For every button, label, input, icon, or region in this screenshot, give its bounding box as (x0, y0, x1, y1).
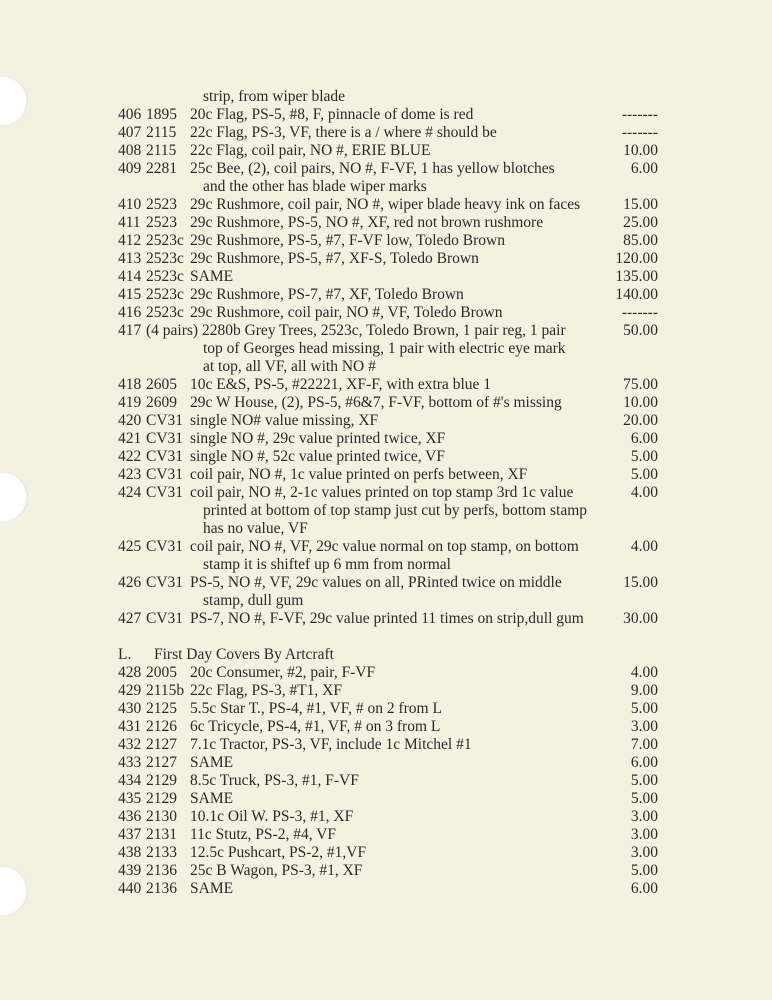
lot-number: 417 (118, 322, 142, 339)
lot-price: 20.00 (623, 412, 658, 429)
lot-description: 25c Bee, (2), coil pairs, NO #, F-VF, 1 has yellow blotches (190, 160, 555, 177)
lot-number: 426 (118, 574, 142, 591)
lot-description-continuation: stamp, dull gum (203, 592, 304, 609)
catalog-number: 2129 (146, 772, 177, 789)
lot-number: 406 (118, 106, 142, 123)
lot-description: single NO #, 52c value printed twice, VF (190, 448, 445, 465)
lot-price: 50.00 (623, 322, 658, 339)
catalog-number: 2609 (146, 394, 177, 411)
lot-number: 438 (118, 844, 142, 861)
lot-description: SAME (190, 790, 234, 807)
lot-description-continuation: stamp it is shiftef up 6 mm from normal (203, 556, 451, 573)
catalog-number: 2523 (146, 196, 177, 213)
lot-description: 22c Flag, PS-3, #T1, XF (190, 682, 342, 699)
lot-description: 22c Flag, PS-3, VF, there is a / where # should be (190, 124, 497, 141)
lot-number: 435 (118, 790, 142, 807)
lot-number: 431 (118, 718, 142, 735)
lot-number: 436 (118, 808, 142, 825)
catalog-number: 2523c (146, 232, 184, 249)
lot-price: ------- (621, 124, 658, 141)
lot-description: 29c W House, (2), PS-5, #6&7, F-VF, bottom of #'s missing (190, 394, 562, 411)
lot-description: 5.5c Star T., PS-4, #1, VF, # on 2 from L (190, 700, 442, 717)
catalog-number: CV31 (146, 484, 184, 501)
lot-price: 5.00 (630, 466, 658, 483)
lot-number: 430 (118, 700, 142, 717)
lot-price: 3.00 (630, 844, 658, 861)
section-letter: L. (118, 646, 132, 663)
lot-number: 428 (118, 664, 142, 681)
lot-number: 411 (118, 214, 141, 231)
continuation-line: strip, from wiper blade (203, 88, 346, 105)
lot-price: 75.00 (623, 376, 658, 393)
catalog-number: 2127 (146, 736, 177, 753)
lot-price: 4.00 (630, 484, 658, 501)
catalog-number: CV31 (146, 430, 184, 447)
lot-description: SAME (190, 754, 234, 771)
lot-price: ------- (621, 304, 658, 321)
lot-price: 85.00 (623, 232, 658, 249)
lot-number: 434 (118, 772, 142, 789)
catalog-number: 2131 (146, 826, 177, 843)
punch-hole-top (0, 76, 28, 126)
section-title: First Day Covers By Artcraft (154, 646, 334, 663)
punch-hole-bottom (0, 866, 28, 916)
lot-number: 427 (118, 610, 142, 627)
lot-number: 433 (118, 754, 142, 771)
lot-description: coil pair, NO #, 1c value printed on perfs between, XF (190, 466, 528, 483)
lot-price: 15.00 (623, 574, 658, 591)
catalog-number: 2605 (146, 376, 177, 393)
catalog-number: 2125 (146, 700, 177, 717)
lot-description: single NO #, 29c value printed twice, XF (190, 430, 446, 447)
catalog-number: 2523 (146, 214, 177, 231)
lot-description-continuation: printed at bottom of top stamp just cut by perfs, bottom stamp (203, 502, 588, 519)
lot-number: 422 (118, 448, 142, 465)
lot-number: 416 (118, 304, 142, 321)
catalog-number: 2130 (146, 808, 177, 825)
catalog-number: 2115 (146, 142, 177, 159)
catalog-number: 2136 (146, 880, 177, 897)
lot-description-continuation: top of Georges head missing, 1 pair with electric eye mark (203, 340, 566, 357)
lot-description: 29c Rushmore, PS-5, #7, F-VF low, Toledo Brown (190, 232, 505, 249)
lot-price: ------- (621, 106, 658, 123)
catalog-number: 2136 (146, 862, 177, 879)
lot-number: 421 (118, 430, 142, 447)
punch-hole-middle (0, 472, 28, 522)
lot-number: 419 (118, 394, 142, 411)
lot-price: 25.00 (623, 214, 658, 231)
lot-description: 7.1c Tractor, PS-3, VF, include 1c Mitchel #1 (190, 736, 472, 753)
lot-description: 11c Stutz, PS-2, #4, VF (190, 826, 336, 843)
lot-number: 410 (118, 196, 142, 213)
lot-description: 22c Flag, coil pair, NO #, ERIE BLUE (190, 142, 431, 159)
catalog-number: CV31 (146, 448, 184, 465)
catalog-number: CV31 (146, 610, 184, 627)
lot-number: 429 (118, 682, 142, 699)
lot-description-continuation: and the other has blade wiper marks (203, 178, 427, 195)
catalog-number: 2523c (146, 304, 184, 321)
lot-price: 4.00 (630, 664, 658, 681)
lot-description: 29c Rushmore, PS-5, NO #, XF, red not brown rushmore (190, 214, 544, 231)
lot-description: SAME (190, 880, 234, 897)
catalog-number: 2127 (146, 754, 177, 771)
lot-price: 6.00 (630, 754, 658, 771)
catalog-number: CV31 (146, 466, 184, 483)
lot-price: 6.00 (630, 880, 658, 897)
lot-price: 4.00 (630, 538, 658, 555)
lot-price: 6.00 (630, 430, 658, 447)
lot-price: 7.00 (630, 736, 658, 753)
lot-description: 29c Rushmore, coil pair, NO #, wiper blade heavy ink on faces (190, 196, 581, 213)
lot-number: 437 (118, 826, 142, 843)
lot-price: 15.00 (623, 196, 658, 213)
lot-description-continuation: at top, all VF, all with NO # (203, 358, 376, 375)
lot-description: 8.5c Truck, PS-3, #1, F-VF (190, 772, 359, 789)
lot-price: 5.00 (630, 790, 658, 807)
catalog-number: CV31 (146, 574, 184, 591)
lot-number: 440 (118, 880, 142, 897)
catalog-number: 2115 (146, 124, 177, 141)
lot-description: coil pair, NO #, 2-1c values printed on top stamp 3rd 1c value (190, 484, 574, 501)
lot-price: 5.00 (630, 772, 658, 789)
lot-number: 423 (118, 466, 142, 483)
catalog-number: 2126 (146, 718, 177, 735)
lot-price: 120.00 (615, 250, 658, 267)
lot-description: 10c E&S, PS-5, #22221, XF-F, with extra blue 1 (190, 376, 492, 393)
lot-description: 29c Rushmore, coil pair, NO #, VF, Toledo Brown (190, 304, 503, 321)
catalog-number: 2523c (146, 250, 184, 267)
lot-price: 10.00 (623, 394, 658, 411)
lot-description: PS-5, NO #, VF, 29c values on all, PRinted twice on middle (190, 574, 562, 591)
lot-description: 6c Tricycle, PS-4, #1, VF, # on 3 from L (190, 718, 441, 735)
lot-description: 29c Rushmore, PS-7, #7, XF, Toledo Brown (190, 286, 464, 303)
lot-number: 413 (118, 250, 142, 267)
lot-number: 425 (118, 538, 142, 555)
catalog-number: CV31 (146, 538, 184, 555)
catalog-number: 1895 (146, 106, 177, 123)
lot-price: 5.00 (630, 448, 658, 465)
lot-price: 3.00 (630, 826, 658, 843)
lot-number: 414 (118, 268, 142, 285)
lot-price: 135.00 (615, 268, 658, 285)
lot-description: coil pair, NO #, VF, 29c value normal on top stamp, on bottom (190, 538, 579, 555)
lot-description: single NO# value missing, XF (190, 412, 379, 429)
lot-number: 409 (118, 160, 142, 177)
lot-price: 6.00 (630, 160, 658, 177)
lot-price: 3.00 (630, 718, 658, 735)
lot-price: 3.00 (630, 808, 658, 825)
lot-description-continuation: has no value, VF (203, 520, 308, 537)
lot-description: PS-7, NO #, F-VF, 29c value printed 11 times on strip,dull gum (190, 610, 584, 627)
lot-description: 20c Flag, PS-5, #8, F, pinnacle of dome is red (190, 106, 474, 123)
lot-description: 25c B Wagon, PS-3, #1, XF (190, 862, 363, 879)
lot-number: 415 (118, 286, 142, 303)
lot-price: 5.00 (630, 862, 658, 879)
lot-price: 9.00 (630, 682, 658, 699)
catalog-number: 2523c (146, 268, 184, 285)
lot-number: 408 (118, 142, 142, 159)
lot-number: 424 (118, 484, 142, 501)
lot-description: 20c Consumer, #2, pair, F-VF (190, 664, 376, 681)
catalog-number: 2523c (146, 286, 184, 303)
lot-description: SAME (190, 268, 234, 285)
lot-number: 432 (118, 736, 142, 753)
lot-price: 30.00 (623, 610, 658, 627)
lot-price: 10.00 (623, 142, 658, 159)
catalog-number: 2129 (146, 790, 177, 807)
catalog-number: CV31 (146, 412, 184, 429)
catalog-number: 2005 (146, 664, 177, 681)
catalog-number: 2281 (146, 160, 177, 177)
catalog-number: 2133 (146, 844, 177, 861)
catalog-number: 2115b (146, 682, 185, 699)
lot-description: 29c Rushmore, PS-5, #7, XF-S, Toledo Brown (190, 250, 479, 267)
lot-number: 407 (118, 124, 142, 141)
lot-description: 10.1c Oil W. PS-3, #1, XF (190, 808, 354, 825)
lot-description: 12.5c Pushcart, PS-2, #1,VF (190, 844, 367, 861)
lot-number: 439 (118, 862, 142, 879)
lot-number: 412 (118, 232, 142, 249)
lot-number: 418 (118, 376, 142, 393)
lot-description: (4 pairs) 2280b Grey Trees, 2523c, Toledo Brown, 1 pair reg, 1 pair (146, 322, 566, 339)
lot-price: 140.00 (615, 286, 658, 303)
lot-number: 420 (118, 412, 142, 429)
lot-price: 5.00 (630, 700, 658, 717)
